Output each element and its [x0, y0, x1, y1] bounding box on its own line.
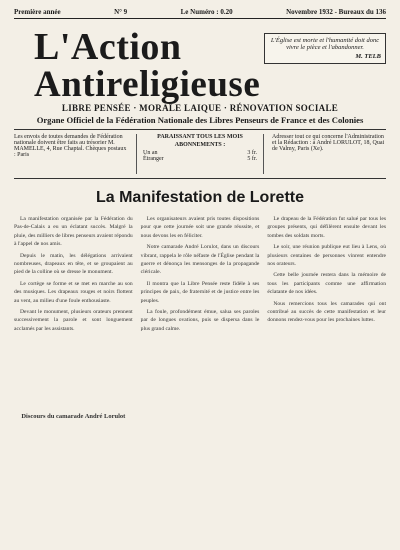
motto-line: LIBRE PENSÉE · MORALE LAIQUE · RÉNOVATION SOCIALE — [61, 103, 339, 113]
info-left: Les envois de toutes demandes de Fédération nationale doivent être faits au trésorier M. MAMELLE, 4, Rue Chaptal. Chèques postaux : Paris — [14, 134, 127, 158]
subscription-label: Étranger — [143, 156, 164, 162]
quote-box — [264, 33, 386, 64]
year-label: Première année — [14, 8, 61, 16]
article-columns — [14, 215, 386, 425]
paragraph: Le drapeau de la Fédération fut salué par tous les groupes présents, qui défilèrent ensuite devant les tombes des soldats morts. — [267, 216, 387, 239]
paragraph: La manifestation organisée par la Fédération du Pas-de-Calais a eu un éclatant succès. Malgré la pluie, des milliers de libres penseurs avaient répondu à l'appel de nos amis. — [14, 216, 133, 248]
title-line-2: Antireligieuse — [34, 64, 261, 105]
paragraph: La foule, profondément émue, salua ses paroles par de longues ovations, puis se dispersa dans le plus grand calme. — [140, 308, 260, 332]
article-column-3 — [267, 215, 386, 425]
subscription-value: 3 fr. — [247, 150, 257, 156]
header-bar — [14, 8, 386, 19]
article-column-1 — [14, 215, 133, 425]
paragraph: Depuis le matin, les délégations arrivaient nombreuses, drapeaux en tête, et se groupaient au pied de la colline où se dresse le monument. — [14, 252, 133, 276]
paragraph: Notre camarade André Lorulot, dans un discours vibrant, rappela le rôle néfaste de l'Église pendant la guerre et dénonça les mensonges de la propagande cléricale. — [140, 244, 260, 276]
paragraph: Nous remercions tous les camarades qui ont contribué au succès de cette manifestation et leur donnons rendez-vous pour les prochaines luttes. — [267, 300, 387, 324]
quote-author: M. TELB — [355, 53, 381, 60]
paragraph: Le soir, une réunion publique eut lieu à Lens, où plusieurs centaines de personnes vinrent entendre nos orateurs. — [267, 244, 387, 267]
title-line-1: L'Action — [34, 26, 182, 68]
paragraph: Le cortège se forme et se met en marche au son des musiques. Les drapeaux rouges et noirs flottent au vent, au milieu d'une foule enthousiaste. — [14, 280, 133, 304]
article-column-2 — [141, 215, 260, 425]
info-bar — [14, 134, 386, 174]
subscription-label: Un an — [143, 150, 158, 156]
paragraph: Cette belle journée restera dans la mémoire de tous les participants comme une affirmation éclatante de nos idées. — [267, 272, 387, 296]
quote-text: L'Église est morte et l'humanité doit donc vivre le pièce et l'abandonner. — [270, 37, 380, 51]
price-label: Le Numéro : 0.20 — [180, 8, 233, 16]
subscription-value: 5 fr. — [247, 156, 257, 162]
info-right: Adresser tout ce qui concerne l'Administration et la Rédaction : à André LORULOT, 18, Quai de Valmy, Paris (Xe). — [272, 134, 385, 152]
date-label: Novembre 1932 - Bureaux du 136 — [286, 8, 386, 16]
issue-number: N° 9 — [114, 8, 128, 16]
photo-space — [14, 336, 133, 406]
subscription-row — [143, 156, 257, 162]
subscription-heading: PARAISSANT TOUS LES MOIS — [157, 134, 243, 140]
paragraph: Devant le monument, plusieurs orateurs prennent successivement la parole et sont longuement acclamés par les assistants. — [14, 308, 133, 332]
subscription-subheading: ABONNEMENTS : — [174, 142, 226, 148]
info-subscriptions — [136, 134, 264, 174]
divider — [14, 129, 386, 130]
paragraph: Il montra que la Libre Pensée reste fidèle à ses principes de paix, de fraternité et de justice entre les peuples. — [140, 280, 260, 304]
photo-caption: Discours du camarade André Lorulot — [21, 413, 126, 421]
divider — [14, 178, 386, 179]
paragraph: Les organisateurs avaient pris toutes dispositions pour que cette journée soit une grande réussite, et nous devons les en féliciter. — [140, 216, 260, 239]
article-title: La Manifestation de Lorette — [95, 189, 305, 206]
masthead — [14, 23, 386, 105]
organe-line: Organe Officiel de la Fédération Nationale des Libres Penseurs de France et des Colonies — [36, 115, 364, 125]
